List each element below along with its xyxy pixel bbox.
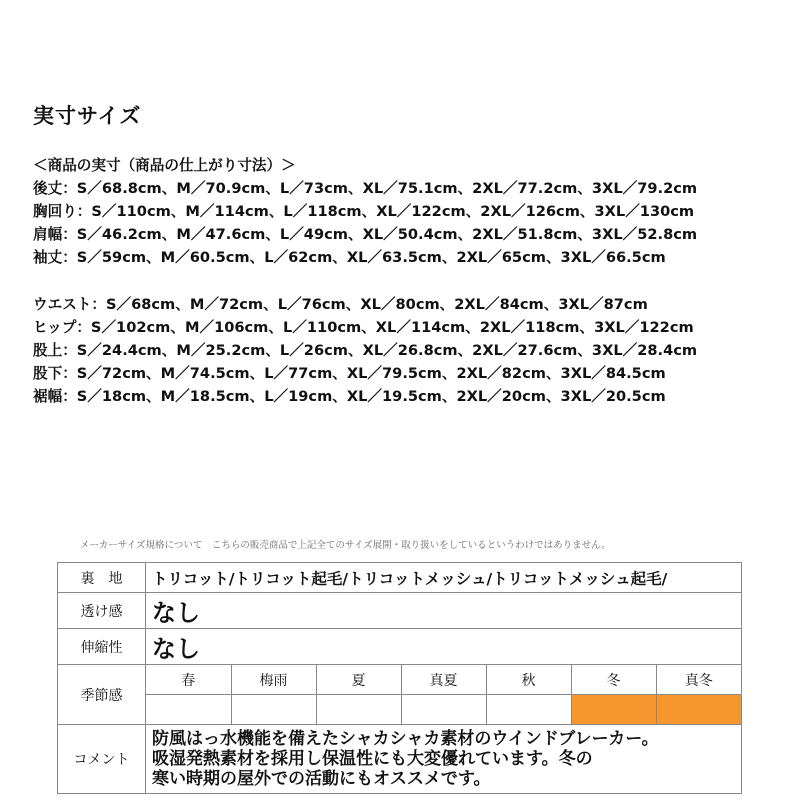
- size-line-waist: ウエスト：S／68cm、M／72cm、L／76cm、XL／80cm、2XL／84cm、3XL／87cm: [33, 296, 648, 313]
- season-marker: [656, 695, 741, 725]
- season-grid-cell: [146, 665, 742, 725]
- season-label: 季節感: [58, 665, 146, 725]
- comment-label: コメント: [58, 725, 146, 794]
- spec-row-season: [58, 665, 742, 725]
- season-marker: [401, 695, 486, 725]
- season-marker: [146, 695, 231, 725]
- season-grid: [146, 665, 741, 724]
- spec-row-sheer: [58, 593, 742, 629]
- size-line-sleeve: 袖丈：S／59cm、M／60.5cm、L／62cm、XL／63.5cm、2XL／65cm、3XL／66.5cm: [33, 249, 666, 266]
- size-disclaimer: メーカーサイズ規格について こちらの販売商品で上記全てのサイズ展開・取り扱いをしているというわけではありません。: [80, 540, 611, 551]
- season-spring: 春: [146, 665, 231, 695]
- spec-table: [57, 562, 742, 794]
- season-autumn: 秋: [486, 665, 571, 695]
- size-line-chest: 胸回り：S／110cm、M／114cm、L／118cm、XL／122cm、2XL／126cm、3XL／130cm: [33, 203, 695, 220]
- size-line-inseam: 股下：S／72cm、M／74.5cm、L／77cm、XL／79.5cm、2XL／82cm、3XL／84.5cm: [33, 365, 666, 382]
- size-line-shoulder: 肩幅：S／46.2cm、M／47.6cm、L／49cm、XL／50.4cm、2XL／51.8cm、3XL／52.8cm: [33, 226, 698, 243]
- season-midsummer: 真夏: [401, 665, 486, 695]
- size-measurements: [33, 154, 793, 408]
- comment-line: 吸湿発熱素材を採用し保温性にも大変優れています。冬の: [152, 749, 593, 769]
- season-marker: [316, 695, 401, 725]
- season-markers-row: [146, 695, 741, 725]
- lining-label: 裏 地: [58, 563, 146, 593]
- page-title: 実寸サイズ: [33, 104, 142, 128]
- season-marker: [571, 695, 656, 725]
- lining-value: トリコット/トリコット起毛/トリコットメッシュ/トリコットメッシュ起毛/: [146, 563, 742, 593]
- sizes-header: ＜商品の実寸（商品の仕上がり寸法）＞: [33, 157, 296, 174]
- season-rainy: 梅雨: [231, 665, 316, 695]
- size-line-hem: 裾幅：S／18cm、M／18.5cm、L／19cm、XL／19.5cm、2XL／20cm、3XL／20.5cm: [33, 388, 666, 405]
- comment-line: 寒い時期の屋外での活動にもオススメです。: [152, 769, 491, 789]
- spec-row-comment: [58, 725, 742, 794]
- sheer-label: 透け感: [58, 593, 146, 629]
- season-midwinter: 真冬: [656, 665, 741, 695]
- season-summer: 夏: [316, 665, 401, 695]
- comment-line: 防風はっ水機能を備えたシャカシャカ素材のウインドブレーカー。: [152, 729, 659, 749]
- size-line-hip: ヒップ：S／102cm、M／106cm、L／110cm、XL／114cm、2XL／118cm、3XL／122cm: [33, 319, 694, 336]
- stretch-label: 伸縮性: [58, 629, 146, 665]
- size-line-rise: 股上：S／24.4cm、M／25.2cm、L／26cm、XL／26.8cm、2XL／27.6cm、3XL／28.4cm: [33, 342, 698, 359]
- season-names-row: [146, 665, 741, 695]
- comment-text: [146, 725, 742, 794]
- season-winter: 冬: [571, 665, 656, 695]
- season-marker: [486, 695, 571, 725]
- spacer: [33, 269, 793, 293]
- size-line-length: 後丈：S／68.8cm、M／70.9cm、L／73cm、XL／75.1cm、2XL／77.2cm、3XL／79.2cm: [33, 180, 698, 197]
- sheer-value: なし: [146, 593, 742, 629]
- spec-row-lining: [58, 563, 742, 593]
- season-marker: [231, 695, 316, 725]
- spec-row-stretch: [58, 629, 742, 665]
- stretch-value: なし: [146, 629, 742, 665]
